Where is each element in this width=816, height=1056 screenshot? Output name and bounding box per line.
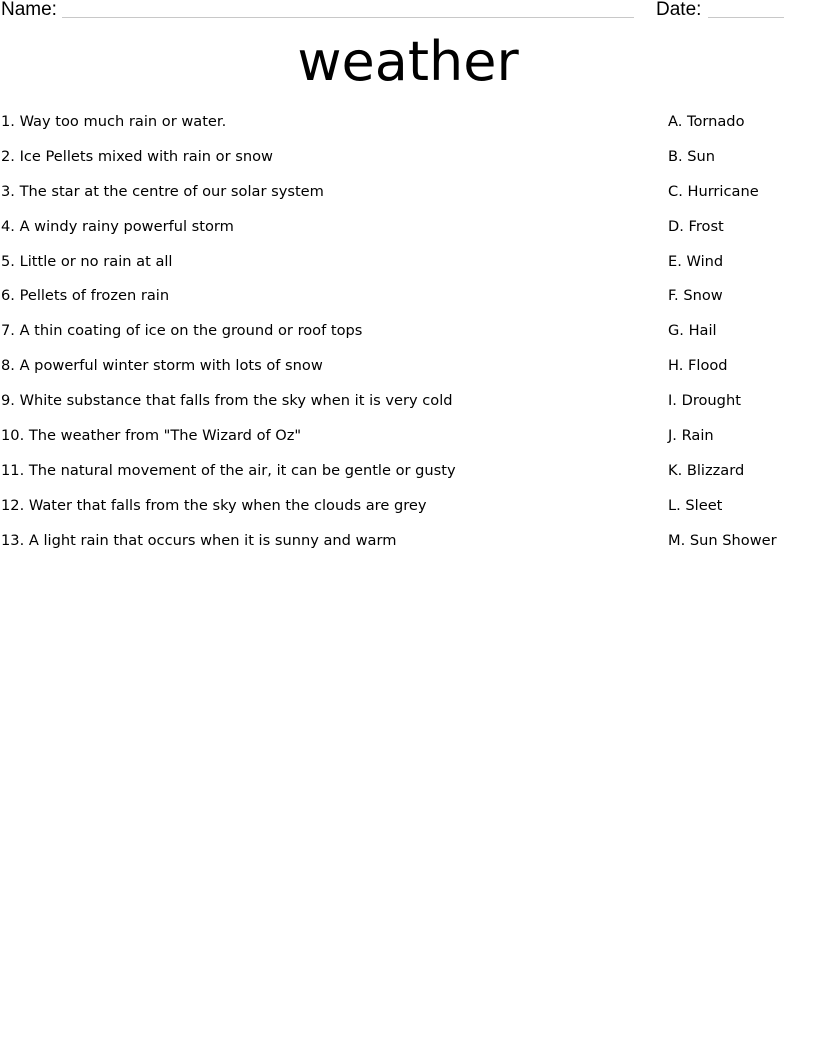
matching-row xyxy=(0,181,816,216)
clue-text: 1. Way too much rain or water. xyxy=(1,113,227,130)
date-label: Date: xyxy=(656,0,702,20)
clue-text: 11. The natural movement of the air, it can be gentle or gusty xyxy=(1,461,456,479)
answer-option: H. Flood xyxy=(668,357,728,375)
answer-option: F. Snow xyxy=(668,287,723,305)
worksheet-title: weather xyxy=(297,30,519,93)
answer-option: G. Hail xyxy=(668,322,717,340)
matching-row xyxy=(0,530,816,565)
clue-text: 8. A powerful winter storm with lots of snow xyxy=(1,357,323,375)
clue-text: 6. Pellets of frozen rain xyxy=(1,287,170,305)
name-label: Name: xyxy=(1,0,57,20)
answer-option: K. Blizzard xyxy=(668,461,745,479)
answer-option: B. Sun xyxy=(668,147,716,165)
clue-text: 3. The star at the centre of our solar system xyxy=(1,182,324,200)
clue-text: 7. A thin coating of ice on the ground or roof tops xyxy=(1,322,363,340)
name-blank-line xyxy=(62,17,634,18)
matching-row xyxy=(0,355,816,390)
answer-option: J. Rain xyxy=(668,427,714,445)
clue-text: 13. A light rain that occurs when it is sunny and warm xyxy=(1,531,397,549)
answer-option: D. Frost xyxy=(668,217,724,235)
clue-text: 4. A windy rainy powerful storm xyxy=(1,217,234,235)
matching-row xyxy=(0,216,816,251)
answer-option: C. Hurricane xyxy=(668,182,759,200)
matching-row xyxy=(0,111,816,146)
matching-row xyxy=(0,425,816,460)
answer-option: M. Sun Shower xyxy=(668,531,777,549)
matching-row xyxy=(0,495,816,530)
clue-text: 9. White substance that falls from the sky when it is very cold xyxy=(1,392,453,410)
matching-row xyxy=(0,460,816,495)
matching-row xyxy=(0,320,816,355)
answer-option: L. Sleet xyxy=(668,496,723,514)
clue-text: 10. The weather from "The Wizard of Oz" xyxy=(1,427,302,445)
date-blank-line xyxy=(708,17,784,18)
matching-row xyxy=(0,390,816,425)
matching-list xyxy=(0,111,816,565)
worksheet-header xyxy=(0,0,816,24)
matching-row xyxy=(0,251,816,286)
matching-row xyxy=(0,285,816,320)
clue-text: 5. Little or no rain at all xyxy=(1,252,173,270)
answer-option: A. Tornado xyxy=(668,113,745,130)
answer-option: E. Wind xyxy=(668,252,724,270)
clue-text: 12. Water that falls from the sky when the clouds are grey xyxy=(1,496,427,514)
matching-row xyxy=(0,146,816,181)
clue-text: 2. Ice Pellets mixed with rain or snow xyxy=(1,147,273,165)
answer-option: I. Drought xyxy=(668,392,741,410)
